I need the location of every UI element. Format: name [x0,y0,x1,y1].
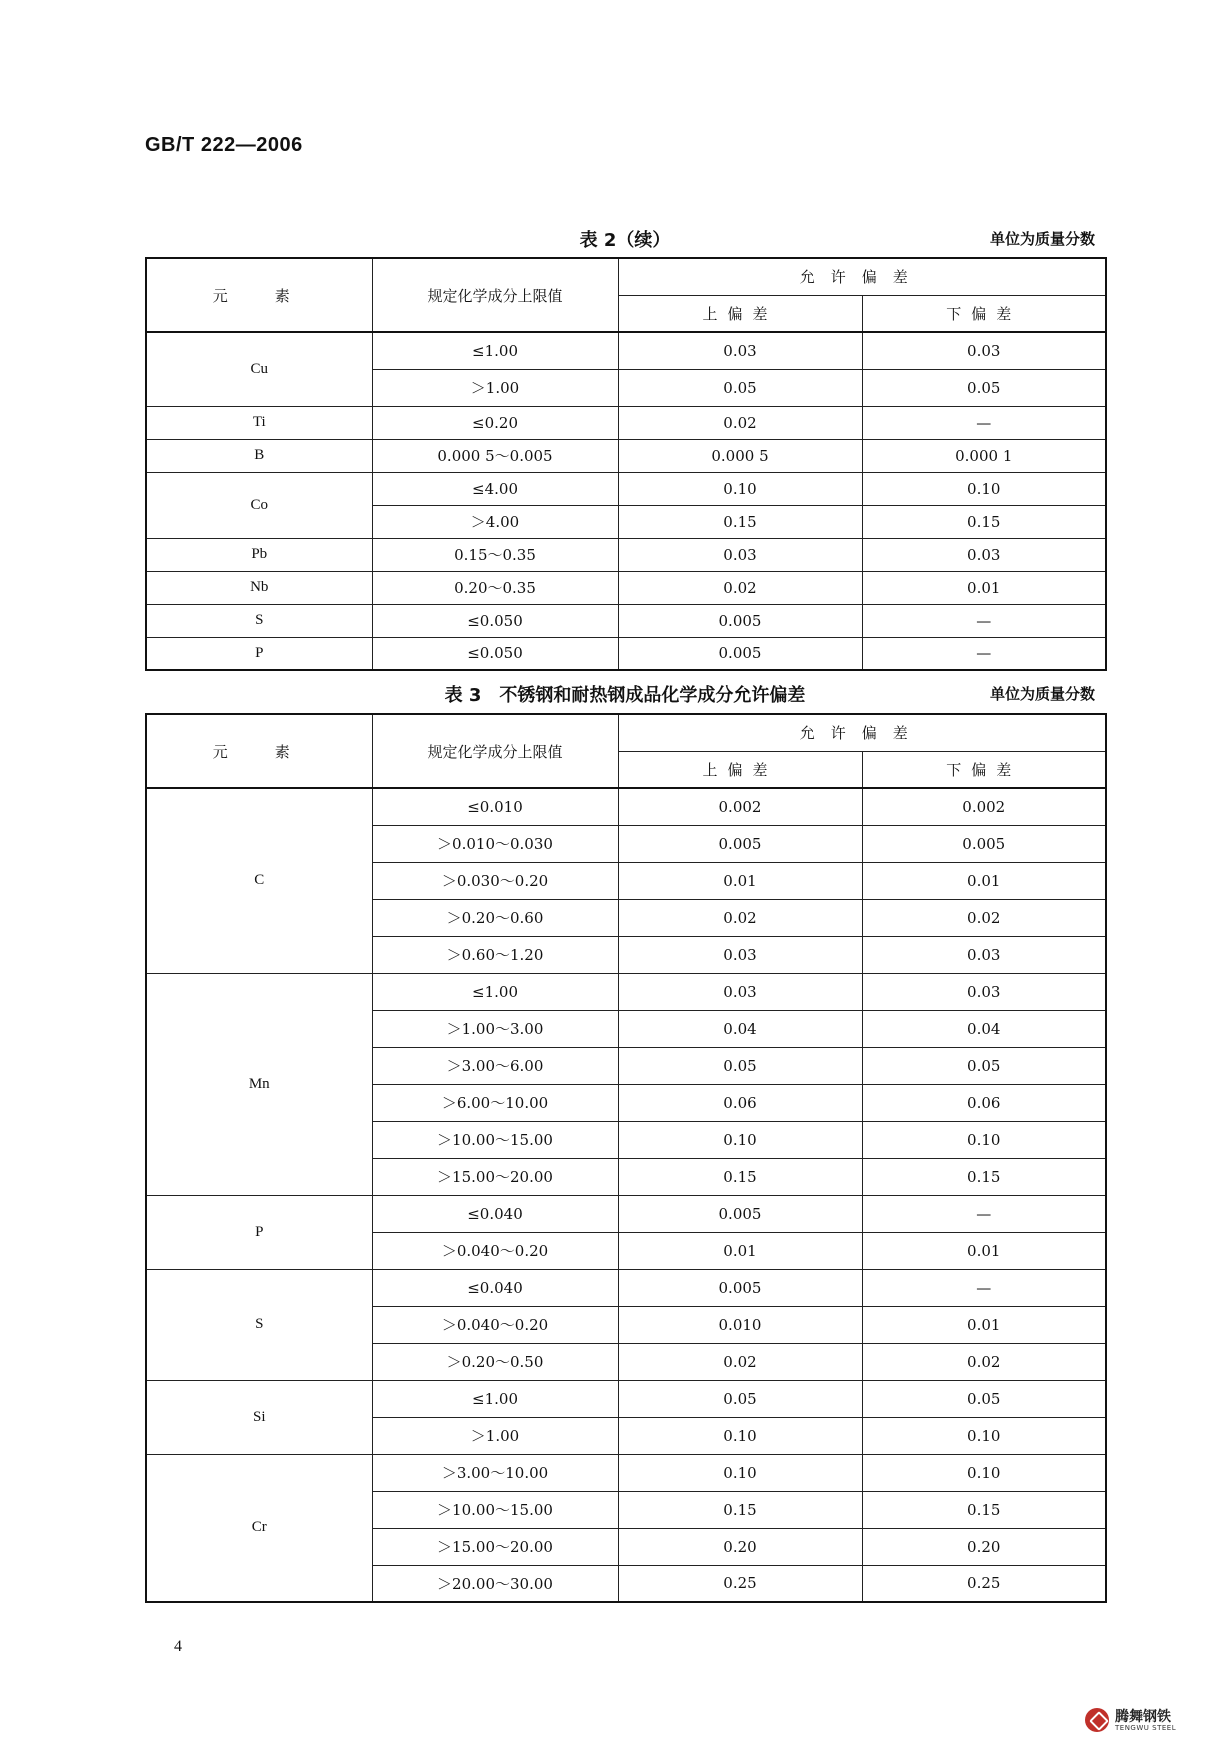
limit-cell: ≤0.040 [372,1195,618,1232]
limit-cell: ＞10.00～15.00 [372,1121,618,1158]
upper-cell: 0.005 [618,604,862,637]
limit-cell: ≤4.00 [372,472,618,505]
lower-cell: 0.10 [862,472,1106,505]
limit-cell: ＞0.60～1.20 [372,936,618,973]
lower-cell: 0.10 [862,1121,1106,1158]
lower-cell: 0.002 [862,788,1106,825]
element-cell: Pb [146,538,372,571]
upper-cell: 0.01 [618,862,862,899]
upper-cell: 0.02 [618,899,862,936]
lower-cell: — [862,637,1106,670]
upper-cell: 0.25 [618,1565,862,1602]
lower-cell: 0.06 [862,1084,1106,1121]
element-cell: B [146,439,372,472]
upper-cell: 0.002 [618,788,862,825]
lower-cell: 0.005 [862,825,1106,862]
table2-header-lower: 下偏差 [862,295,1106,332]
table2-unit: 单位为质量分数 [989,230,1095,248]
element-cell: Cu [146,332,372,406]
table3-header-tolerance: 允许偏差 [618,714,1106,751]
table3-header-lower: 下偏差 [862,751,1106,788]
limit-cell: ≤1.00 [372,973,618,1010]
upper-cell: 0.20 [618,1528,862,1565]
upper-cell: 0.01 [618,1232,862,1269]
lower-cell: 0.05 [862,369,1106,406]
table-row [146,788,1106,825]
table2-header-tolerance: 允许偏差 [618,258,1106,295]
limit-cell: ＞15.00～20.00 [372,1528,618,1565]
upper-cell: 0.005 [618,1195,862,1232]
limit-cell: ＞3.00～6.00 [372,1047,618,1084]
limit-cell: ≤1.00 [372,332,618,369]
lower-cell: 0.04 [862,1010,1106,1047]
lower-cell: 0.03 [862,936,1106,973]
table-row [146,332,1106,369]
upper-cell: 0.10 [618,1121,862,1158]
table2-header-limit: 规定化学成分上限值 [372,258,618,332]
table3-header-limit: 规定化学成分上限值 [372,714,618,788]
limit-cell: ＞0.20～0.50 [372,1343,618,1380]
lower-cell: 0.01 [862,571,1106,604]
table-row [146,538,1106,571]
limit-cell: ＞1.00～3.00 [372,1010,618,1047]
upper-cell: 0.10 [618,1454,862,1491]
upper-cell: 0.03 [618,936,862,973]
table2 [145,257,1107,671]
table3 [145,713,1107,1603]
table-row [146,604,1106,637]
table-row [146,472,1106,505]
lower-cell: — [862,406,1106,439]
limit-cell: ＞20.00～30.00 [372,1565,618,1602]
lower-cell: — [862,1195,1106,1232]
upper-cell: 0.15 [618,1158,862,1195]
limit-cell: ＞4.00 [372,505,618,538]
element-cell: P [146,1195,372,1269]
upper-cell: 0.05 [618,369,862,406]
upper-cell: 0.06 [618,1084,862,1121]
element-cell: C [146,788,372,973]
table-row [146,637,1106,670]
table-row [146,571,1106,604]
limit-cell: ＞6.00～10.00 [372,1084,618,1121]
lower-cell: 0.01 [862,1232,1106,1269]
lower-cell: 0.25 [862,1565,1106,1602]
lower-cell: 0.02 [862,899,1106,936]
limit-cell: ＞0.030～0.20 [372,862,618,899]
upper-cell: 0.03 [618,332,862,369]
limit-cell: ＞0.010～0.030 [372,825,618,862]
lower-cell: 0.20 [862,1528,1106,1565]
lower-cell: 0.15 [862,1158,1106,1195]
lower-cell: 0.01 [862,862,1106,899]
limit-cell: ＞3.00～10.00 [372,1454,618,1491]
element-cell: Si [146,1380,372,1454]
table-row [146,1269,1106,1306]
table2-caption [145,224,1105,252]
upper-cell: 0.010 [618,1306,862,1343]
upper-cell: 0.02 [618,1343,862,1380]
lower-cell: 0.15 [862,505,1106,538]
table-row [146,1454,1106,1491]
element-cell: Co [146,472,372,538]
limit-cell: ≤0.040 [372,1269,618,1306]
limit-cell: 0.15～0.35 [372,538,618,571]
table2-header-element: 元 素 [146,258,372,332]
lower-cell: 0.03 [862,332,1106,369]
element-cell: Cr [146,1454,372,1602]
limit-cell: ≤1.00 [372,1380,618,1417]
limit-cell: ＞0.040～0.20 [372,1306,618,1343]
upper-cell: 0.02 [618,571,862,604]
limit-cell: 0.20～0.35 [372,571,618,604]
table-row [146,1380,1106,1417]
lower-cell: — [862,604,1106,637]
lower-cell: 0.15 [862,1491,1106,1528]
upper-cell: 0.15 [618,1491,862,1528]
upper-cell: 0.000 5 [618,439,862,472]
limit-cell: ＞0.20～0.60 [372,899,618,936]
upper-cell: 0.15 [618,505,862,538]
table3-header-upper: 上偏差 [618,751,862,788]
table2-title: 表 2（续） [579,230,671,251]
element-cell: Mn [146,973,372,1195]
element-cell: Nb [146,571,372,604]
upper-cell: 0.05 [618,1380,862,1417]
lower-cell: 0.000 1 [862,439,1106,472]
limit-cell: ＞15.00～20.00 [372,1158,618,1195]
lower-cell: 0.03 [862,538,1106,571]
upper-cell: 0.005 [618,637,862,670]
table3-unit: 单位为质量分数 [989,685,1095,703]
limit-cell: ＞1.00 [372,369,618,406]
standard-number: GB/T 222—2006 [145,134,303,156]
upper-cell: 0.10 [618,1417,862,1454]
logo-text-cn: 腾舞钢铁 [1115,1709,1171,1725]
limit-cell: ≤0.20 [372,406,618,439]
table3-title: 表 3 不锈钢和耐热钢成品化学成分允许偏差 [444,685,806,706]
upper-cell: 0.04 [618,1010,862,1047]
limit-cell: 0.000 5～0.005 [372,439,618,472]
upper-cell: 0.05 [618,1047,862,1084]
lower-cell: 0.10 [862,1454,1106,1491]
table2-header-upper: 上偏差 [618,295,862,332]
upper-cell: 0.005 [618,1269,862,1306]
upper-cell: 0.10 [618,472,862,505]
lower-cell: 0.05 [862,1047,1106,1084]
limit-cell: ＞1.00 [372,1417,618,1454]
table3-caption [145,679,1105,707]
brand-logo [1085,1706,1215,1736]
limit-cell: ≤0.050 [372,637,618,670]
lower-cell: 0.10 [862,1417,1106,1454]
lower-cell: 0.05 [862,1380,1106,1417]
table-row [146,1195,1106,1232]
lower-cell: 0.03 [862,973,1106,1010]
logo-text-en: TENGWU STEEL [1115,1724,1177,1732]
upper-cell: 0.005 [618,825,862,862]
limit-cell: ＞0.040～0.20 [372,1232,618,1269]
upper-cell: 0.03 [618,973,862,1010]
table3-header-element: 元 素 [146,714,372,788]
table-row [146,973,1106,1010]
limit-cell: ＞10.00～15.00 [372,1491,618,1528]
limit-cell: ≤0.050 [372,604,618,637]
upper-cell: 0.03 [618,538,862,571]
element-cell: S [146,1269,372,1380]
element-cell: S [146,604,372,637]
table-row [146,406,1106,439]
element-cell: P [146,637,372,670]
upper-cell: 0.02 [618,406,862,439]
lower-cell: 0.02 [862,1343,1106,1380]
lower-cell: 0.01 [862,1306,1106,1343]
lower-cell: — [862,1269,1106,1306]
limit-cell: ≤0.010 [372,788,618,825]
logo-icon [1085,1708,1109,1732]
table-row [146,439,1106,472]
page-number: 4 [174,1638,182,1655]
element-cell: Ti [146,406,372,439]
